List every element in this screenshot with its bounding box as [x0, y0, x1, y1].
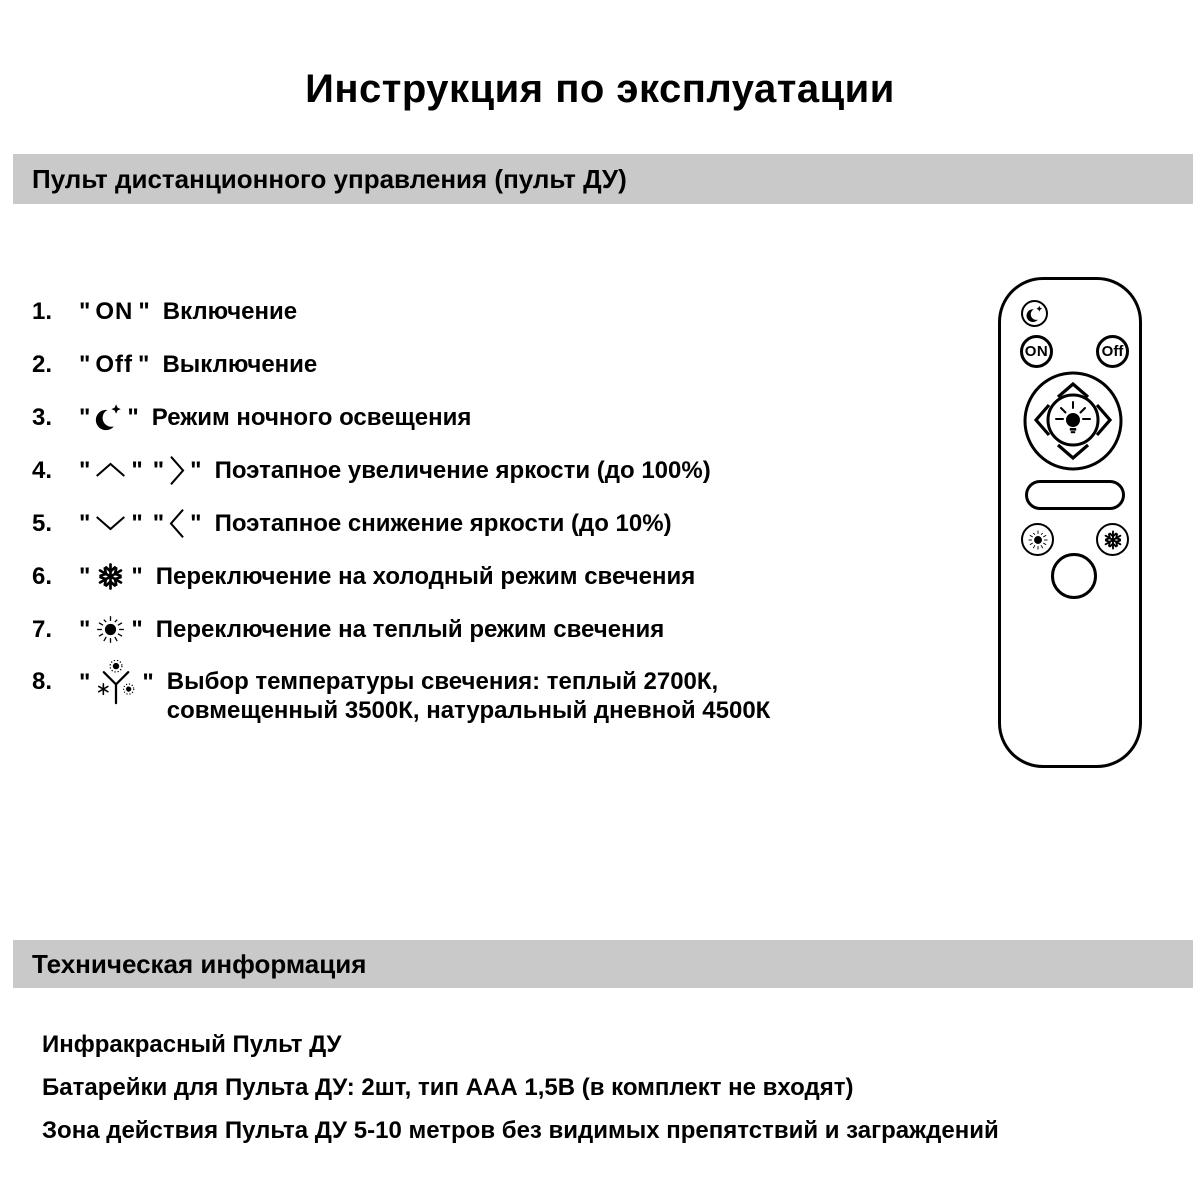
- item-tokens: [74, 402, 144, 433]
- quote-mark: ": [138, 297, 150, 325]
- chevron-left-icon: [169, 508, 185, 539]
- item-tokens: [74, 561, 148, 592]
- item-label-line: совмещенный 3500К, натуральный дневной 4500К: [166, 697, 771, 724]
- remote-night-mode-button: [1021, 300, 1048, 327]
- moon-icon-slot: [1026, 304, 1043, 324]
- item-label-line: Переключение на холодный режим свечения: [155, 562, 696, 590]
- quote-mark: ": [131, 509, 143, 537]
- quote-mark: ": [190, 509, 202, 537]
- item-label: [156, 562, 695, 591]
- remote-round-blank-button: [1051, 553, 1097, 599]
- item-number: 6.: [32, 562, 53, 590]
- item-label-line: Режим ночного освещения: [151, 403, 472, 431]
- item-tokens: [74, 508, 207, 539]
- item-tokens: [74, 455, 207, 486]
- quote-mark: ": [79, 456, 91, 484]
- remote-cold-mode-button: [1096, 523, 1129, 556]
- tech-info-line: Зона действия Пульта ДУ 5-10 метров без видимых препятствий и заграждений: [42, 1116, 999, 1144]
- sun-icon-slot: [1027, 529, 1049, 551]
- item-tokens: [74, 297, 155, 326]
- list-item: [32, 667, 770, 725]
- sun-icon: [95, 614, 126, 645]
- item-label-line: Переключение на теплый режим свечения: [155, 615, 665, 643]
- item-number: 3.: [32, 403, 53, 431]
- chevron-down-icon: [95, 515, 126, 531]
- section-heading-tech: [13, 940, 1193, 988]
- item-number: 7.: [32, 615, 53, 643]
- quote-mark: ": [79, 615, 91, 643]
- item-label-line: Выключение: [162, 350, 318, 378]
- chevron-up-icon: [95, 462, 126, 478]
- item-label: [162, 350, 317, 379]
- off-button-label: Off: [1101, 343, 1124, 360]
- quote-mark: ": [127, 403, 139, 431]
- list-item: [32, 455, 770, 485]
- moon-night-icon: [1026, 304, 1043, 324]
- item-label-line: Поэтапное увеличение яркости (до 100%): [214, 456, 711, 484]
- snowflake-icon: [1102, 529, 1124, 551]
- quote-mark: ": [79, 297, 91, 325]
- item-label: [215, 456, 711, 485]
- button-label-text: Off: [95, 350, 134, 378]
- section-heading-remote-text: Пульт дистанционного управления (пульт ДУ): [32, 163, 627, 194]
- remote-functions-list: [32, 296, 770, 748]
- snowflake-icon-slot: [1102, 529, 1124, 551]
- item-number: 5.: [32, 509, 53, 537]
- item-tokens: [74, 350, 154, 379]
- quote-mark: ": [142, 669, 154, 696]
- section-heading-tech-text: Техническая информация: [32, 948, 367, 979]
- item-number: 1.: [32, 297, 53, 325]
- item-label: [215, 509, 672, 538]
- item-label-line: Выбор температуры свечения: теплый 2700К,: [166, 668, 719, 695]
- temperature-select-icon: [95, 660, 137, 705]
- sun-icon: [1027, 529, 1049, 551]
- item-label: [167, 667, 771, 725]
- quote-mark: ": [79, 562, 91, 590]
- quote-mark: ": [79, 509, 91, 537]
- section-heading-remote: [13, 154, 1193, 204]
- tech-info-line: Батарейки для Пульта ДУ: 2шт, тип ААА 1,5В (в комплект не входят): [42, 1073, 854, 1101]
- list-item: [32, 614, 770, 644]
- list-item: [32, 508, 770, 538]
- item-tokens: [74, 660, 159, 705]
- quote-mark: ": [152, 509, 165, 537]
- quote-mark: ": [131, 562, 143, 590]
- remote-blank-pill-button: [1025, 480, 1125, 510]
- list-item: [32, 296, 770, 326]
- list-item: [32, 349, 770, 379]
- quote-mark: ": [131, 615, 143, 643]
- item-label: [152, 403, 472, 432]
- on-button-label: ON: [1024, 343, 1049, 360]
- item-tokens: [74, 614, 148, 645]
- quote-mark: ": [79, 669, 91, 696]
- remote-on-button: [1020, 335, 1053, 368]
- remote-illustration: [998, 277, 1142, 768]
- list-item: [32, 561, 770, 591]
- quote-mark: ": [152, 456, 165, 484]
- item-number: 2.: [32, 350, 53, 378]
- list-item: [32, 402, 770, 432]
- quote-mark: ": [79, 350, 91, 378]
- snowflake-icon: [95, 561, 126, 592]
- item-number: 4.: [32, 456, 53, 484]
- chevron-right-icon: [169, 455, 185, 486]
- page-title: Инструкция по эксплуатации: [305, 67, 895, 111]
- item-number: 8.: [32, 668, 53, 695]
- remote-off-button: [1096, 335, 1129, 368]
- item-label-line: Включение: [162, 297, 298, 325]
- quote-mark: ": [131, 456, 143, 484]
- item-label: [163, 297, 297, 326]
- remote-dpad-brightness-control: [1023, 371, 1123, 471]
- quote-mark: ": [190, 456, 202, 484]
- tech-info-list: [42, 1023, 999, 1152]
- moon-night-icon: [95, 402, 122, 433]
- bulb-icon: [1056, 402, 1090, 433]
- item-label-line: Поэтапное снижение яркости (до 10%): [214, 509, 672, 537]
- remote-warm-mode-button: [1021, 523, 1054, 556]
- button-label-text: ON: [95, 297, 134, 325]
- quote-mark: ": [138, 350, 150, 378]
- tech-info-line: Инфракрасный Пульт ДУ: [42, 1030, 342, 1058]
- item-label: [156, 615, 665, 644]
- quote-mark: ": [79, 403, 91, 431]
